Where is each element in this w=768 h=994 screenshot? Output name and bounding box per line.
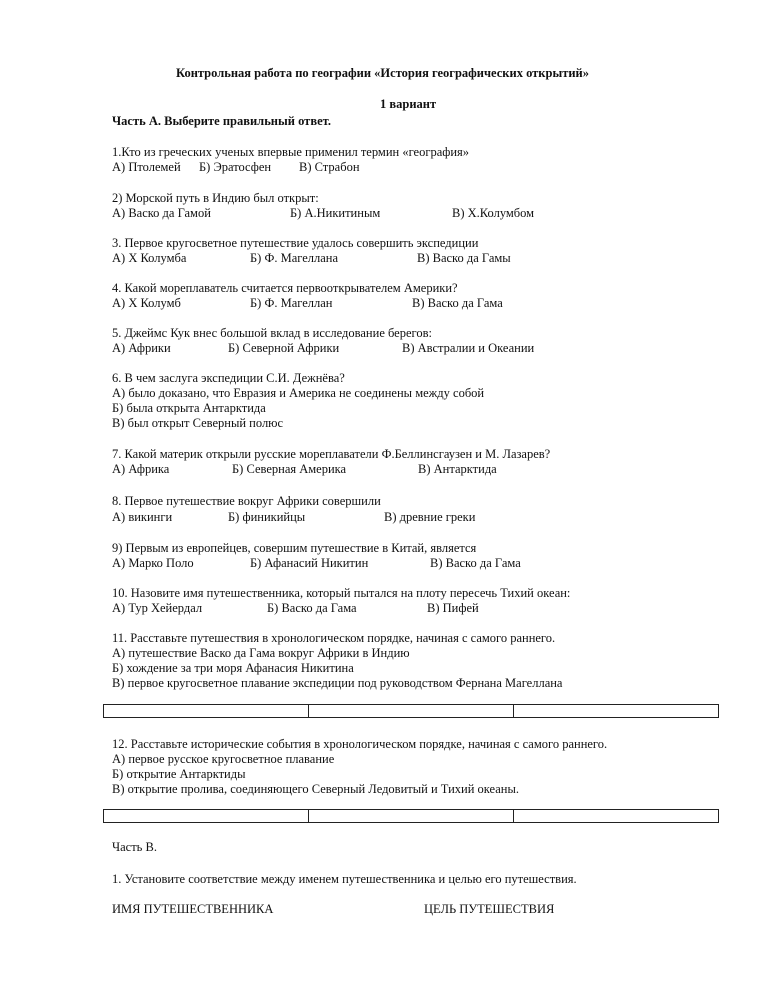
option-a: А) путешествие Васко да Гама вокруг Африки в Индию <box>112 646 410 660</box>
answer-b: Б) А.Никитиным <box>290 206 381 220</box>
answer-c: В) Антарктида <box>418 462 497 476</box>
question-12 <box>112 737 607 797</box>
answer-c: В) Страбон <box>299 160 360 174</box>
answer-c: В) древние греки <box>384 510 476 524</box>
question-text: 11. Расставьте путешествия в хронологическом порядке, начиная с самого раннего. <box>112 631 556 645</box>
question-6 <box>112 371 484 431</box>
answer-a: А) викинги <box>112 510 173 524</box>
answer-c: В) Австралии и Океании <box>402 341 535 355</box>
part-b-question-1: 1. Установите соответствие между именем путешественника и целью его путешествия. <box>112 872 577 886</box>
answer-grid <box>103 809 719 823</box>
answer-b: Б) финикийцы <box>228 510 306 524</box>
question-9: 9) Первым из европейцев, совершим путешествие в Китай, является <box>112 541 477 555</box>
answer-a: А) Х Колумба <box>112 251 187 265</box>
answer-b: Б) Эратосфен <box>199 160 272 174</box>
answer-a: А) Х Колумб <box>112 296 181 310</box>
answer-b: Б) Северной Африки <box>228 341 340 355</box>
answer-c: В) Васко да Гамы <box>417 251 511 265</box>
answer-a: А) Птолемей <box>112 160 181 174</box>
answer-c: В) Х.Колумбом <box>452 206 535 220</box>
page-title: Контрольная работа по географии «История географических открытий» <box>176 66 590 80</box>
variant-label: 1 вариант <box>380 97 437 111</box>
answer-grid <box>103 704 719 718</box>
column-goal-heading: ЦЕЛЬ ПУТЕШЕСТВИЯ <box>424 902 555 916</box>
question-4: 4. Какой мореплаватель считается первооткрывателем Америки? <box>112 281 458 295</box>
answer-cell[interactable] <box>104 810 309 822</box>
question-8: 8. Первое путешествие вокруг Африки совершили <box>112 494 381 508</box>
question-2: 2) Морской путь в Индию был открыт: <box>112 191 319 205</box>
answer-c: В) Васко да Гама <box>430 556 521 570</box>
part-a-heading: Часть А. Выберите правильный ответ. <box>112 114 331 128</box>
answer-b: Б) Ф. Магеллан <box>250 296 333 310</box>
answer-cell[interactable] <box>309 705 514 717</box>
answer-c: В) Пифей <box>427 601 479 615</box>
option-b: Б) была открыта Антарктида <box>112 401 266 415</box>
option-a: А) первое русское кругосветное плавание <box>112 752 335 766</box>
option-c: В) первое кругосветное плавание экспедиции под руководством Фернана Магеллана <box>112 676 563 690</box>
option-b: Б) хождение за три моря Афанасия Никитина <box>112 661 354 675</box>
answer-c: В) Васко да Гама <box>412 296 503 310</box>
answer-b: Б) Афанасий Никитин <box>250 556 369 570</box>
answer-b: Б) Ф. Магеллана <box>250 251 339 265</box>
answer-a: А) Марко Поло <box>112 556 194 570</box>
answer-b: Б) Северная Америка <box>232 462 347 476</box>
answer-a: А) Африки <box>112 341 171 355</box>
option-c: В) был открыт Северный полюс <box>112 416 284 430</box>
question-text: 12. Расставьте исторические события в хронологическом порядке, начиная с самого раннего. <box>112 737 608 751</box>
part-b-heading: Часть В. <box>112 840 157 854</box>
question-text: 6. В чем заслуга экспедиции С.И. Дежнёва? <box>112 371 345 385</box>
option-a: А) было доказано, что Евразия и Америка не соединены между собой <box>112 386 485 400</box>
answer-b: Б) Васко да Гама <box>267 601 357 615</box>
answer-cell[interactable] <box>309 810 514 822</box>
question-3: 3. Первое кругосветное путешествие удалось совершить экспедиции <box>112 236 479 250</box>
answer-a: А) Африка <box>112 462 170 476</box>
question-10: 10. Назовите имя путешественника, который пытался на плоту пересечь Тихий океан: <box>112 586 571 600</box>
column-traveler-heading: ИМЯ ПУТЕШЕСТВЕННИКА <box>112 902 274 916</box>
answer-cell[interactable] <box>514 705 718 717</box>
answer-cell[interactable] <box>104 705 309 717</box>
answer-cell[interactable] <box>514 810 718 822</box>
option-b: Б) открытие Антарктиды <box>112 767 246 781</box>
question-5: 5. Джеймс Кук внес большой вклад в исследование берегов: <box>112 326 432 340</box>
answer-a: А) Васко да Гамой <box>112 206 211 220</box>
answer-a: А) Тур Хейердал <box>112 601 203 615</box>
question-1: 1.Кто из греческих ученых впервые применил термин «география» <box>112 145 470 159</box>
question-11 <box>112 631 562 691</box>
question-7: 7. Какой материк открыли русские мореплаватели Ф.Беллинсгаузен и М. Лазарев? <box>112 447 551 461</box>
option-c: В) открытие пролива, соединяющего Северный Ледовитый и Тихий океаны. <box>112 782 520 796</box>
